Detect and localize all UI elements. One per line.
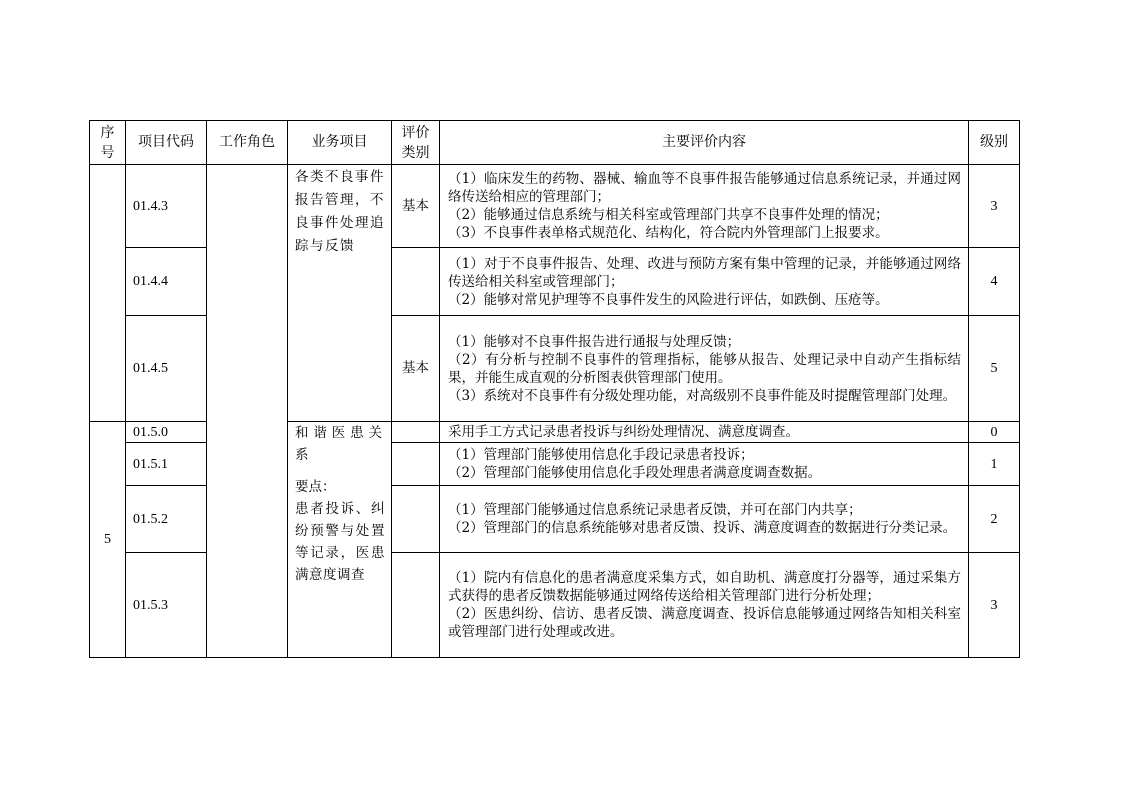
content-line: （1）能够对不良事件报告进行通报与处理反馈； xyxy=(448,333,741,350)
business-cell xyxy=(288,422,392,658)
content-line: 采用手工方式记录患者投诉与纠纷处理情况、满意度调查。 xyxy=(448,424,799,440)
code-cell: 01.5.1 xyxy=(126,443,207,486)
role-cell xyxy=(207,165,288,658)
category-cell: 基本 xyxy=(392,165,440,248)
level-cell: 5 xyxy=(969,316,1020,422)
header-code: 项目代码 xyxy=(126,121,207,165)
table-row xyxy=(90,165,1020,248)
category-cell xyxy=(392,422,440,443)
content-line: （1）管理部门能够使用信息化手段记录患者投诉； xyxy=(448,447,754,463)
content-line: （2）有分析与控制不良事件的管理指标，能够从报告、处理记录中自动产生指标结果，并能生成直观的分析图表供管理部门使用。 xyxy=(448,351,961,386)
header-category: 评价类别 xyxy=(392,121,440,165)
level-cell: 4 xyxy=(969,248,1020,316)
content-line: （3）不良事件表单格式规范化、结构化，符合院内外管理部门上报要求。 xyxy=(448,225,889,241)
content-cell xyxy=(440,422,969,443)
header-level: 级别 xyxy=(969,121,1020,165)
content-line: （2）能够对常见护理等不良事件发生的风险进行评估，如跌倒、压疮等。 xyxy=(448,291,889,308)
level-cell: 1 xyxy=(969,443,1020,486)
code-cell: 01.4.4 xyxy=(126,248,207,316)
header-row xyxy=(90,121,1020,165)
header-business: 业务项目 xyxy=(288,121,392,165)
content-cell xyxy=(440,486,969,553)
category-cell xyxy=(392,486,440,553)
business-text: 各类不良事件报告管理，不良事件处理追踪与反馈 xyxy=(295,169,385,254)
category-cell xyxy=(392,553,440,658)
content-line: （1）临床发生的药物、器械、输血等不良事件报告能够通过信息系统记录，并通过网络传送给相应的管理部门； xyxy=(448,171,961,205)
code-cell: 01.4.5 xyxy=(126,316,207,422)
content-cell xyxy=(440,553,969,658)
content-line: （1）对于不良事件报告、处理、改进与预防方案有集中管理的记录，并能够通过网络传送给相关科室或管理部门； xyxy=(448,255,961,290)
code-cell: 01.5.0 xyxy=(126,422,207,443)
content-line: （3）系统对不良事件有分级处理功能，对高级别不良事件能及时提醒管理部门处理。 xyxy=(448,387,957,404)
business-points-label: 要点： xyxy=(295,479,336,495)
content-line: （1）院内有信息化的患者满意度采集方式，如自助机、满意度打分器等，通过采集方式获得的患者反馈数据能够通过网络传送给相关管理部门进行分析处理； xyxy=(448,570,961,604)
seq-cell xyxy=(90,165,126,422)
code-cell: 01.5.2 xyxy=(126,486,207,553)
content-line: （1）管理部门能够通过信息系统记录患者反馈，并可在部门内共享； xyxy=(448,502,862,518)
level-cell: 3 xyxy=(969,165,1020,248)
content-cell xyxy=(440,443,969,486)
content-line: （2）管理部门的信息系统能够对患者反馈、投诉、满意度调查的数据进行分类记录。 xyxy=(448,520,957,536)
code-cell: 01.4.3 xyxy=(126,165,207,248)
header-role: 工作角色 xyxy=(207,121,288,165)
header-seq: 序号 xyxy=(90,121,126,165)
level-cell: 2 xyxy=(969,486,1020,553)
content-line: （2）医患纠纷、信访、患者反馈、满意度调查、投诉信息能够通过网络告知相关科室或管理部门进行处理或改进。 xyxy=(448,606,961,640)
category-cell xyxy=(392,248,440,316)
content-line: （2）能够通过信息系统与相关科室或管理部门共享不良事件处理的情况； xyxy=(448,207,889,223)
seq-cell: 5 xyxy=(90,422,126,658)
level-cell: 0 xyxy=(969,422,1020,443)
level-cell: 3 xyxy=(969,553,1020,658)
content-cell xyxy=(440,165,969,248)
business-title: 和谐医患关系 xyxy=(295,425,385,463)
header-content: 主要评价内容 xyxy=(440,121,969,165)
content-cell xyxy=(440,248,969,316)
category-cell xyxy=(392,443,440,486)
content-cell xyxy=(440,316,969,422)
evaluation-table xyxy=(89,120,1020,658)
business-cell xyxy=(288,165,392,422)
content-line: （2）管理部门能够使用信息化手段处理患者满意度调查数据。 xyxy=(448,465,822,481)
category-cell: 基本 xyxy=(392,316,440,422)
business-points: 患者投诉、纠纷预警与处置等记录，医患满意度调查 xyxy=(295,501,385,583)
code-cell: 01.5.3 xyxy=(126,553,207,658)
